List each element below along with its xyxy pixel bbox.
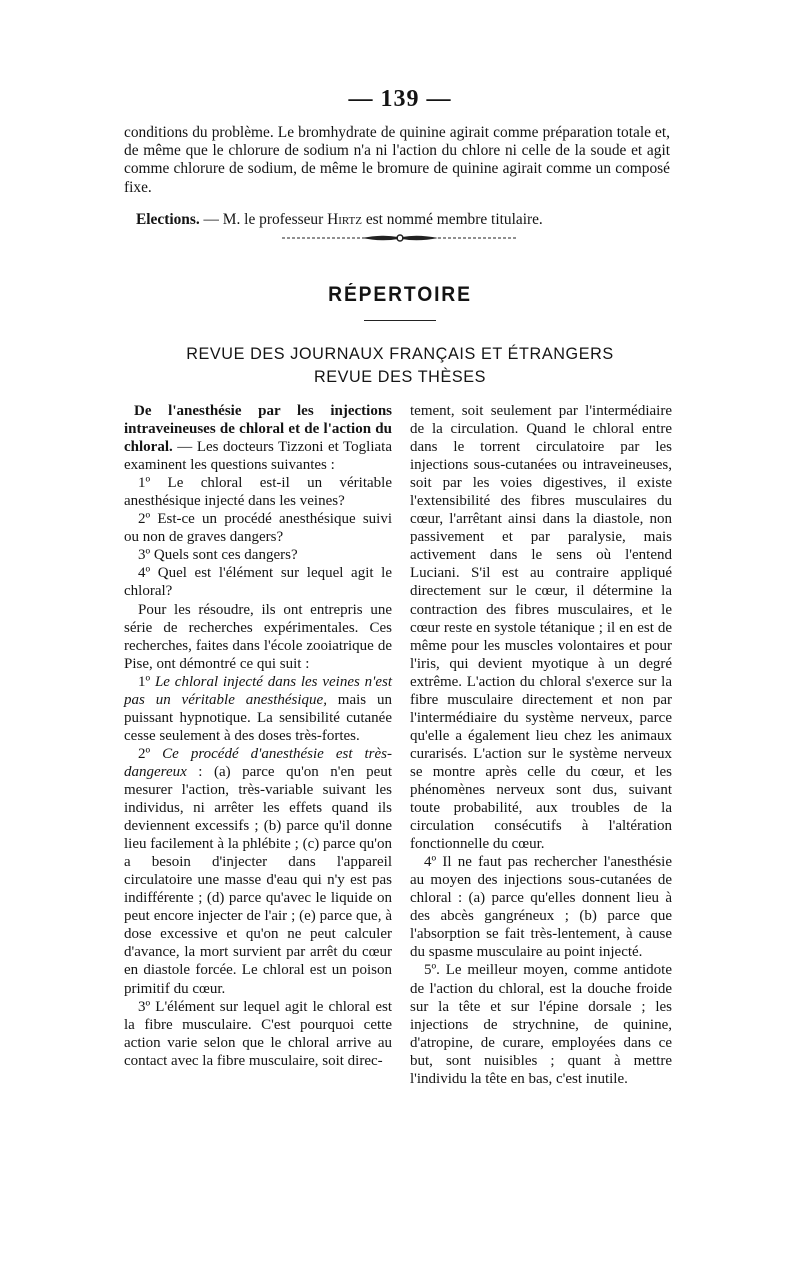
result-1-text: mais un puissant hypnotique. La sensibilité cutanée cesse seulement à des doses très-fortes. (124, 691, 392, 744)
right-column (410, 402, 672, 1088)
result-1-emphasis: Le chloral injecté dans les veines n'est pas un véritable anesthésique, (124, 673, 392, 708)
result-4: 4º Il ne faut pas rechercher l'anesthésie au moyen des injections sous-cutanées de chloral : (a) parce qu'elles donnent lieu à des abcès gangréneux ; (b) parce que l'absorption se fait très-lentement, à cause du spasme musculaire au point injecté. (410, 854, 672, 961)
article-opening (124, 402, 392, 474)
question-1: 1º Le chloral est-il un véritable anesthésique injecté dans les veines? (124, 475, 392, 510)
intro-paragraph: conditions du problème. Le bromhydrate de quinine agirait comme préparation totale et, de même que le chlorure de sodium n'a ni l'action du chlore ni celle de la soude et agit comme chlorure de sodium, de même le bromure de quinine agirait comme un composé fixe. (124, 124, 670, 196)
question-2: 2º Est-ce un procédé anesthésique suivi ou non de graves dangers? (124, 511, 392, 546)
continuation-paragraph: tement, soit seulement par l'intermédiaire de la circulation. Quand le chloral entre dans le torrent circulatoire par les injections sous-cutanées ou intraveineuses, soit par les voies digestives, il existe l'extensibilité des fibres musculaires du cœur, l'arrêtant ainsi dans la diastole, non passivement et par paralysie, mais activement dans le sens où l'entend Luciani. S'il est au contraire appliqué directement sur le cœur, il détermine la contraction des fibres musculaires, et le cœur reste en systole tétanique ; il en est de même pour les muscles volontaires et pour l'iris, qui devient myotique à un degré extrême. L'action du chloral s'exerce sur la fibre musculaire directement et non par l'intermédiaire du système nerveux, parce qu'elle a également lieu chez les animaux curarisés. L'action sur le système nerveux se montre après celle du cœur, et les phénomènes nerveux sont dus, suivant toute probabilité, aux troubles de la circulation consécutifs à l'altération fonctionnelle du cœur. (410, 403, 672, 853)
article-intro: — Les docteurs Tizzoni et Togliata examinent les questions suivantes : (124, 439, 392, 474)
question-4: 4º Quel est l'élément sur lequel agit le chloral? (124, 565, 392, 600)
intro-section (124, 124, 670, 229)
question-3: 3º Quels sont ces dangers? (138, 547, 298, 564)
elections-name: Hirtz (327, 210, 362, 228)
subtitle-line-1: REVUE DES JOURNAUX FRANÇAIS ET ÉTRANGERS (186, 345, 614, 363)
result-2-emphasis: Ce procédé d'anesthésie est très-dangereux (124, 745, 392, 780)
page-number: — 139 — (348, 86, 452, 112)
elections-paragraph (124, 211, 670, 229)
elections-text-1: — M. le professeur (199, 210, 328, 228)
left-column (124, 402, 392, 1070)
result-1 (124, 673, 392, 745)
article-heading: De l'anesthésie par les injections intraveineuses de chloral et de l'action du chloral. (124, 403, 392, 456)
elections-text-2: est nommé membre titulaire. (361, 210, 543, 228)
section-title: RÉPERTOIRE (328, 283, 472, 306)
result-5: 5º. Le meilleur moyen, comme antidote de l'action du chloral, est la douche froide sur la tête et sur l'épine dorsale ; les injections de strychnine, de quinine, d'atropine, de curare, employées dans ce but, sont nuisibles ; quant à mettre l'individu la tête en bas, c'est inutile. (410, 962, 672, 1087)
result-3: 3º L'élément sur lequel agit le chloral est la fibre musculaire. C'est pourquoi cette action varie selon que le chloral arrive au contact avec la fibre musculaire, soit direc- (124, 998, 392, 1069)
result-2-number: 2º (138, 745, 163, 762)
title-underline (364, 320, 436, 321)
ornamental-rule (282, 232, 518, 244)
subtitle-line-2: REVUE DES THÈSES (313, 368, 487, 386)
elections-label: Elections. (136, 210, 200, 228)
result-1-number: 1º (138, 673, 155, 690)
method-paragraph: Pour les résoudre, ils ont entrepris une série de recherches expérimentales. Ces recherches, faites dans l'école zooiatrique de Pise, ont démontré ce qui suit : (124, 601, 392, 672)
result-2-text: : (a) parce qu'on n'en peut mesurer l'action, très-variable suivant les individus, ni arrêter les effets quand ils deviennent excessifs ; (b) parce qu'il donne lieu facilement à la phlébite ; (c) parce qu'on a besoin d'injecter dans l'appareil circulatoire une masse d'eau qui n'y est pas indifférente ; (d) parce qu'avec le liquide on peut encore injecter de l'air ; (e) parce que, à dose excessive et qu'on ne peut calculer d'avance, la mort survient par arrêt du cœur en diastole forcée. Le chloral est un poison primitif du cœur. (124, 763, 392, 997)
result-2 (124, 745, 392, 998)
